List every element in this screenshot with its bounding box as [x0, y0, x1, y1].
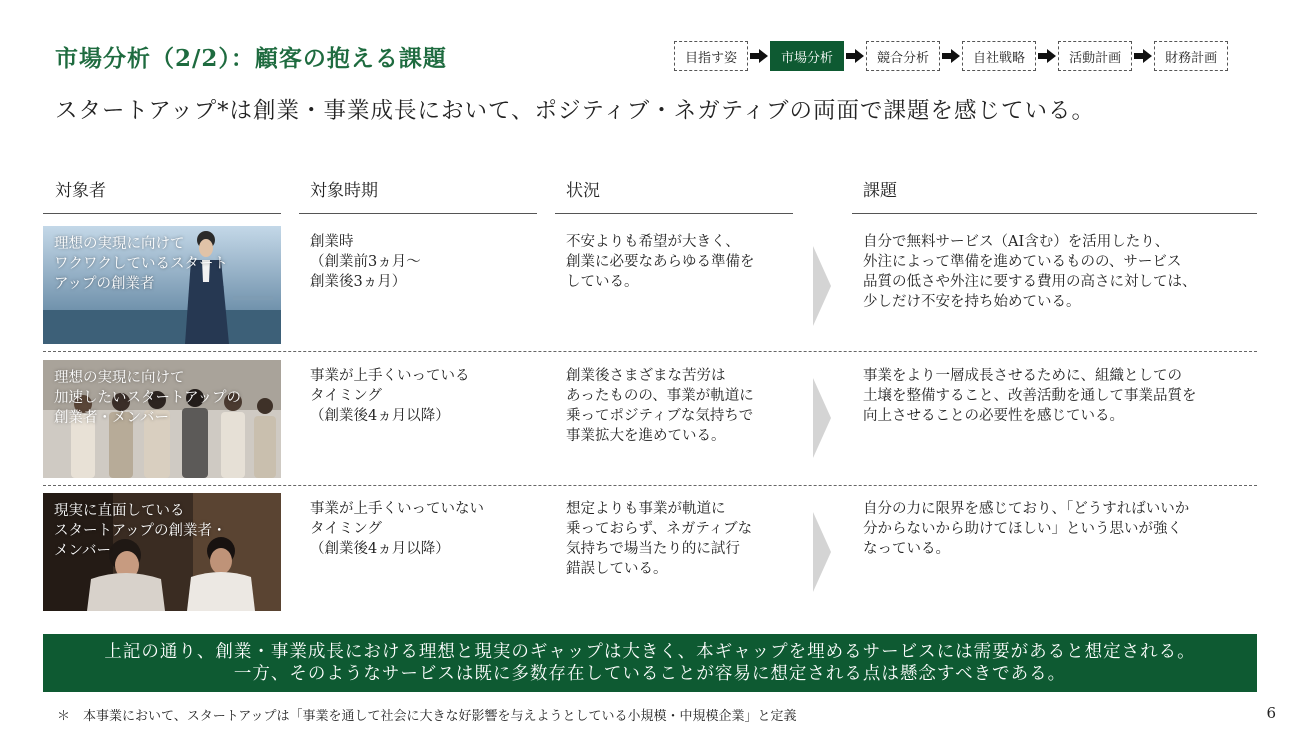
period-cell: 事業が上手くいっていない タイミング （創業後4ヵ月以降） — [310, 501, 484, 557]
photo-row-2 — [43, 360, 281, 478]
situation-cell: 想定よりも事業が軌道に 乗っておらず、ネガティブな 気持ちで場当たり的に試行 錯誤している。 — [566, 501, 753, 577]
target-label: 理想の実現に向けて 加速したいスタートアップの 創業者・メンバー — [54, 370, 242, 426]
conclusion-line-2: 一方、そのようなサービスは既に多数存在していることが容易に想定される点は懸念すべきである。 — [233, 664, 1067, 684]
row-divider — [43, 351, 1257, 352]
period-cell: 事業が上手くいっている タイミング （創業後4ヵ月以降） — [310, 368, 470, 424]
issue-cell: 自分の力に限界を感じており、「どうすればいいか 分からないから助けてほしい」という思いが強く なっている。 — [863, 501, 1190, 557]
arrow-right-icon — [1132, 41, 1154, 71]
conclusion-line-1: 上記の通り、創業・事業成長における理想と現実のギャップは大きく、本ギャップを埋めるサービスには需要があると想定される。 — [104, 642, 1196, 662]
photo-row-1 — [43, 226, 281, 344]
target-label: 理想の実現に向けて ワクワクしているスタート アップの創業者 — [54, 236, 228, 292]
situation-cell: 創業後さまざまな苦労は あったものの、事業が軌道に 乗ってポジティブな気持ちで 事業拡大を進めている。 — [566, 368, 754, 444]
arrow-right-icon — [844, 41, 866, 71]
footnote: ＊ 本事業において、スタートアップは「事業を通して社会に大きな好影響を与えようとしている小規模・中規模企業」と定義 — [57, 709, 797, 724]
arrow-right-icon — [748, 41, 770, 71]
page-title: 市場分析（2/2）：顧客の抱える課題 — [55, 45, 447, 72]
header-situation: 状況 — [566, 181, 600, 201]
arrow-right-icon — [940, 41, 962, 71]
arrow-right-icon — [1036, 41, 1058, 71]
issue-cell: 事業をより一層成長させるために、組織としての 土壌を整備すること、改善活動を通して事業品質を 向上させることの必要性を感じている。 — [863, 368, 1197, 424]
page-number: 6 — [1266, 704, 1276, 722]
situation-cell: 不安よりも希望が大きく、 創業に必要なあらゆる準備を している。 — [566, 234, 755, 290]
nav-step-strategy[interactable]: 自社戦略 — [962, 41, 1036, 71]
period-cell: 創業時 （創業前3ヵ月～ 創業後3ヵ月） — [310, 234, 421, 290]
chevron-right-icon — [813, 246, 831, 326]
subtitle: スタートアップ*は創業・事業成長において、ポジティブ・ネガティブの両面で課題を感じている。 — [55, 98, 1095, 124]
target-label: 現実に直面している スタートアップの創業者・ メンバー — [54, 503, 227, 559]
chevron-right-icon — [813, 378, 831, 458]
header-underline — [299, 213, 537, 214]
header-underline — [555, 213, 793, 214]
nav-step-financial-plan[interactable]: 財務計画 — [1154, 41, 1228, 71]
nav-step-activity-plan[interactable]: 活動計画 — [1058, 41, 1132, 71]
header-target: 対象者 — [55, 181, 106, 201]
photo-row-3 — [43, 493, 281, 611]
issue-cell: 自分で無料サービス（AI含む）を活用したり、 外注によって準備を進めているものの、サービス 品質の低さや外注に要する費用の高さに対しては、 少しだけ不安を持ち始めている。 — [863, 234, 1197, 310]
header-underline — [43, 213, 281, 214]
nav-step-market-analysis[interactable]: 市場分析 — [770, 41, 844, 71]
conclusion-box — [43, 634, 1257, 692]
chevron-right-icon — [813, 512, 831, 592]
nav-step-vision[interactable]: 目指す姿 — [674, 41, 748, 71]
process-nav — [674, 40, 1228, 72]
header-issue: 課題 — [863, 181, 897, 201]
header-underline — [852, 213, 1257, 214]
header-period: 対象時期 — [310, 181, 378, 201]
row-divider — [43, 485, 1257, 486]
nav-step-competitor-analysis[interactable]: 競合分析 — [866, 41, 940, 71]
